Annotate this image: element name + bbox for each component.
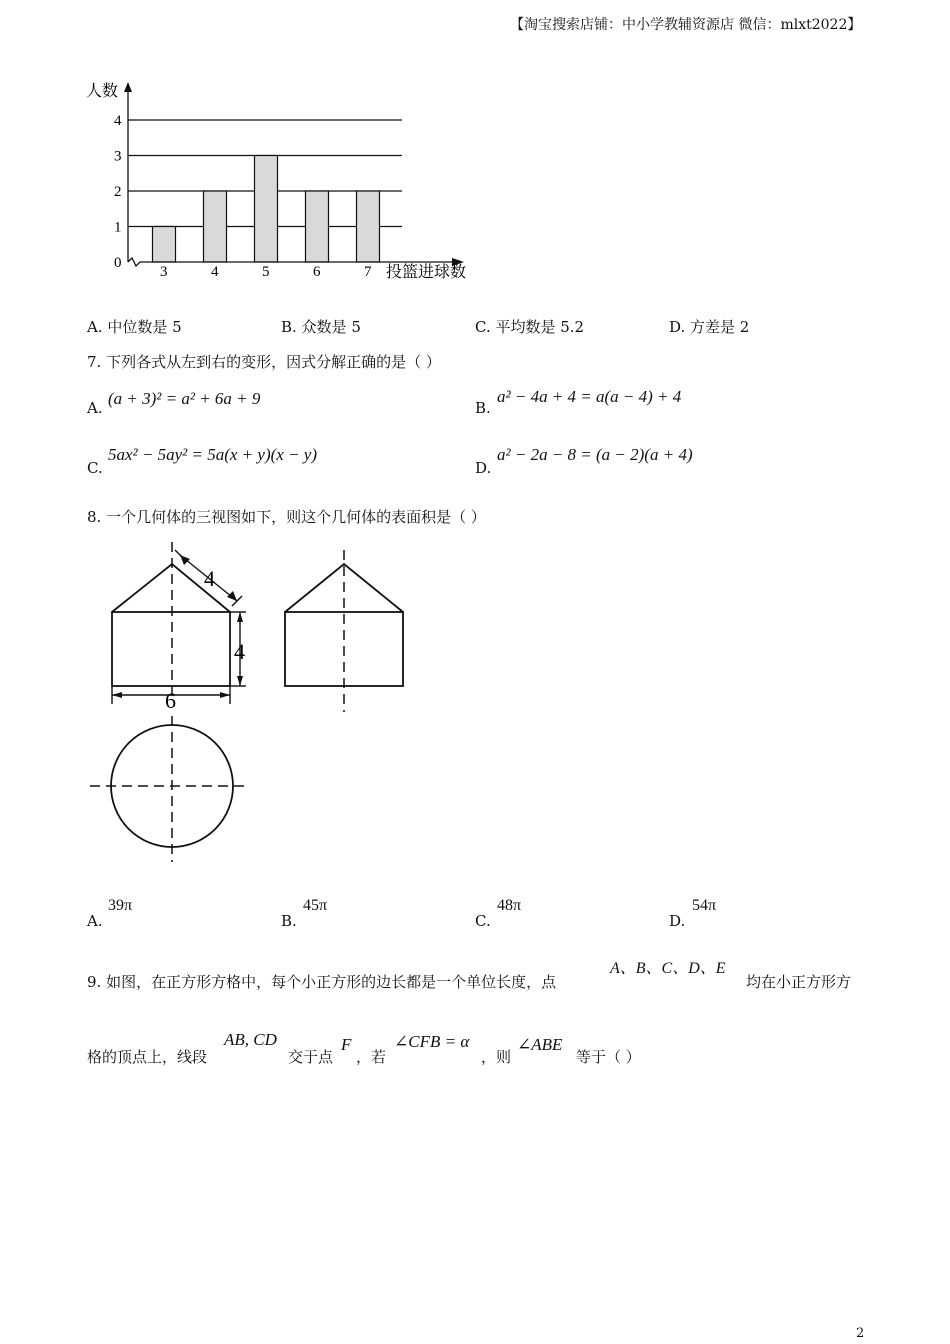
q8-label-a: A. <box>87 912 103 930</box>
q6-option-b: B. 众数是 5 <box>281 318 361 336</box>
bar <box>153 227 176 263</box>
q9-line2-b: 交于点 <box>288 1048 334 1066</box>
q7-expr-b: a² − 4a + 4 = a(a − 4) + 4 <box>497 387 682 406</box>
y-tick-label: 3 <box>114 148 122 165</box>
q6-option-c: C. 平均数是 5.2 <box>475 318 585 336</box>
q9-line1-post: 均在小正方形方 <box>746 973 852 991</box>
y-axis-label: 人数 <box>86 83 119 100</box>
x-axis-label: 投篮进球数 <box>386 264 467 281</box>
q9-angle-abe: ∠ABE <box>517 1035 563 1054</box>
x-tick-label: 7 <box>364 264 372 280</box>
width-arrow-right <box>220 692 230 698</box>
height-dim-label: 4 <box>234 639 245 664</box>
q7-label-b: B. <box>475 399 491 417</box>
y-tick-label: 0 <box>114 255 122 271</box>
slant-dim-label: 4 <box>204 566 215 591</box>
q9-line2-e: 等于（ ） <box>576 1048 641 1066</box>
q9-segments: AB, CD <box>224 1030 277 1049</box>
q7-label-d: D. <box>475 459 492 477</box>
page-header: 【淘宝搜索店铺：中小学教辅资源店 微信：mlxt2022】 <box>510 17 862 33</box>
q7-stem: 7. 下列各式从左到右的变形，因式分解正确的是（ ） <box>87 353 441 371</box>
q9-angle-cfb: ∠CFB = α <box>394 1032 470 1051</box>
bar-chart <box>80 78 480 288</box>
height-arrow-bottom <box>237 676 243 686</box>
q7-expr-d: a² − 2a − 8 = (a − 2)(a + 4) <box>497 445 693 464</box>
chart-bars <box>153 156 380 263</box>
y-tick-label: 4 <box>114 113 122 129</box>
three-view-figure <box>80 540 420 870</box>
q8-label-b: B. <box>281 912 297 930</box>
q9-line1-pre: 9. 如图，在正方形方格中，每个小正方形的边长都是一个单位长度，点 <box>87 973 557 991</box>
q8-label-c: C. <box>475 912 491 930</box>
q7-expr-c: 5ax² − 5ay² = 5a(x + y)(x − y) <box>108 445 317 464</box>
q8-answer-b: 45π <box>303 897 328 914</box>
y-axis-arrow <box>124 82 132 92</box>
q7-expr-a: (a + 3)² = a² + 6a + 9 <box>108 389 261 408</box>
height-arrow-top <box>237 612 243 622</box>
bar <box>357 191 380 262</box>
x-tick-label: 3 <box>160 264 168 280</box>
q9-line2-c: ，若 <box>356 1048 387 1066</box>
y-tick-label: 2 <box>114 184 122 200</box>
q9-line2-a: 格的顶点上，线段 <box>87 1048 208 1066</box>
q9-line2-d: ，则 <box>481 1048 512 1066</box>
x-tick-label: 5 <box>262 264 270 280</box>
q7-label-c: C. <box>87 459 103 477</box>
q9-points: A、B、C、D、E <box>610 960 726 977</box>
q8-answer-d: 54π <box>692 897 717 914</box>
slant-arrow-end <box>227 591 237 601</box>
slant-arrow-start <box>180 555 190 565</box>
x-tick-label: 6 <box>313 264 321 280</box>
q6-option-a: A. 中位数是 5 <box>87 318 182 336</box>
q7-label-a: A. <box>87 399 103 417</box>
q9-point-f: F <box>341 1035 352 1054</box>
width-arrow-left <box>112 692 122 698</box>
width-dim-label: 6 <box>165 688 176 713</box>
y-tick-label: 1 <box>114 219 122 236</box>
page-number: 2 <box>856 1326 865 1341</box>
q8-stem: 8. 一个几何体的三视图如下，则这个几何体的表面积是（ ） <box>87 508 486 526</box>
q8-answer-a: 39π <box>108 897 133 914</box>
x-tick-label: 4 <box>211 264 219 280</box>
bar <box>255 156 278 263</box>
q6-option-d: D. 方差是 2 <box>669 318 750 336</box>
q8-answer-c: 48π <box>497 897 522 914</box>
bar <box>204 191 227 262</box>
q8-label-d: D. <box>669 912 686 930</box>
bar <box>306 191 329 262</box>
